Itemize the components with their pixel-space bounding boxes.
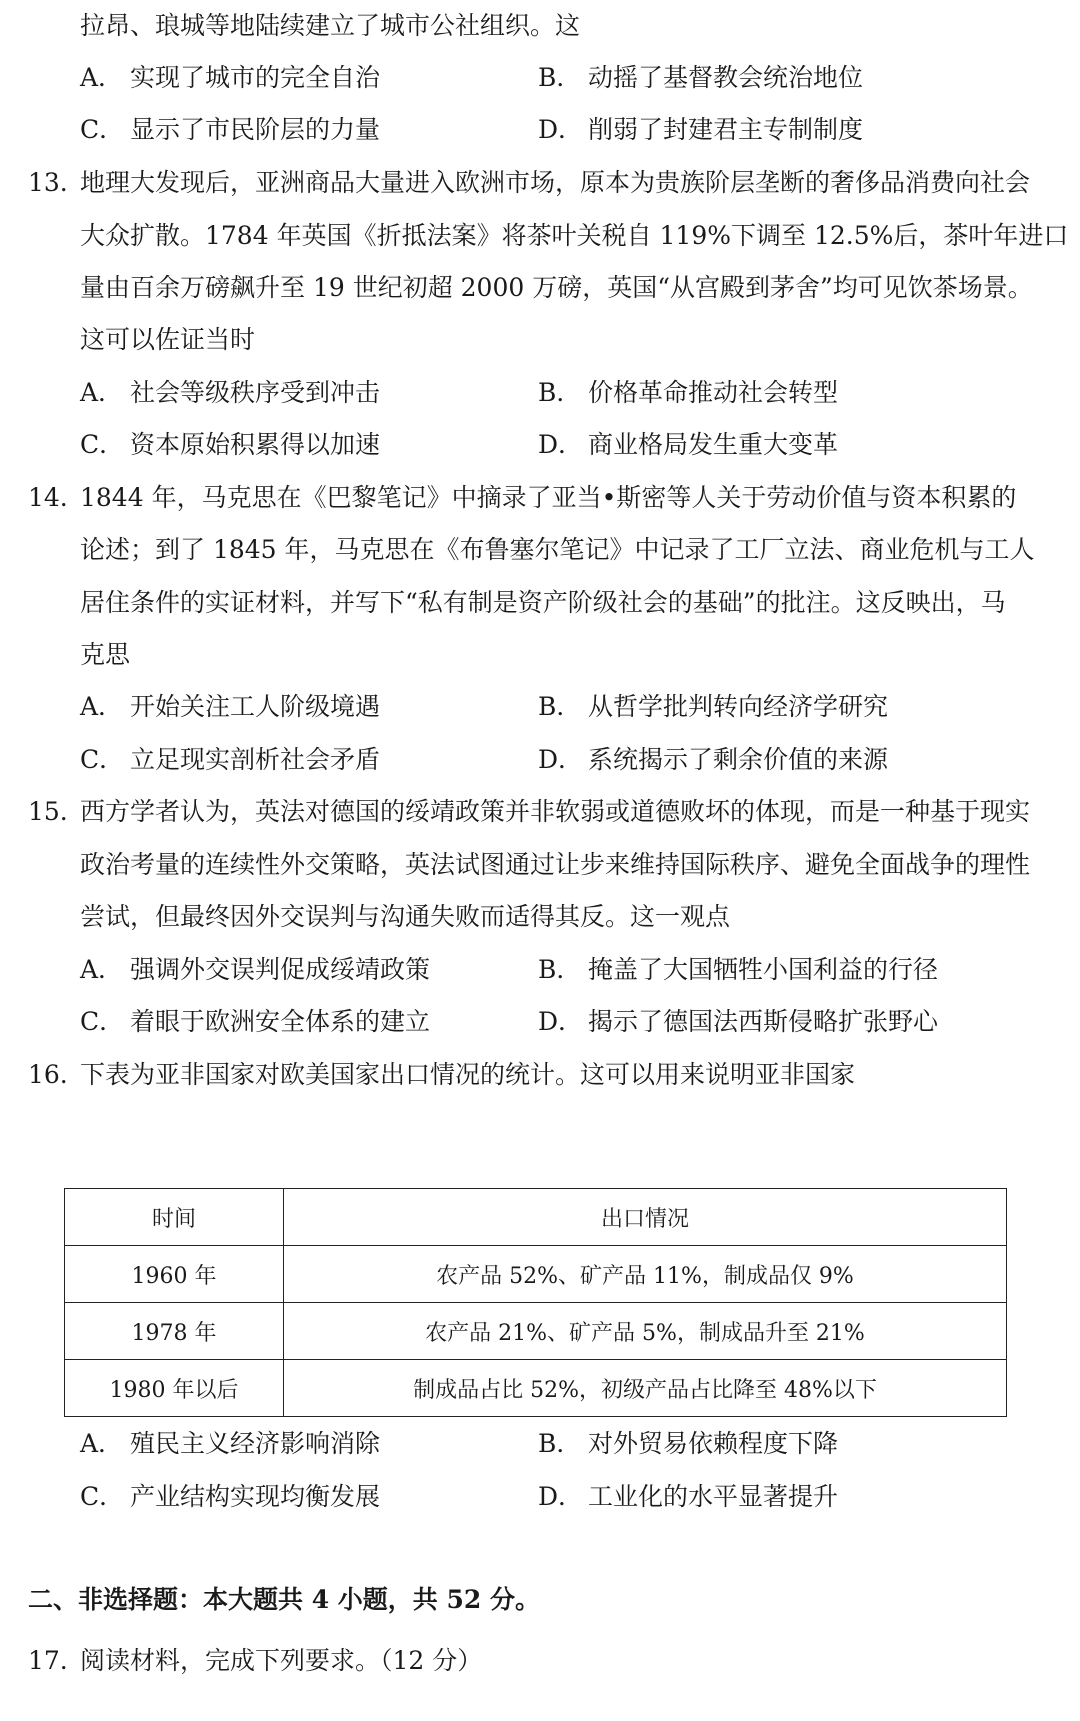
q13-option-c: C． 资本原始积累得以加速 [80,430,381,459]
q14-number: 14. [28,483,68,512]
q15-stem-line-3: 尝试，但最终因外交误判与沟通失败而适得其反。这一观点 [80,902,731,931]
q15-option-c: C． 着眼于欧洲安全体系的建立 [80,1007,431,1036]
section-heading: 二、非选择题：本大题共 4 小题，共 52 分。 [28,1585,541,1614]
q13-stem-line-2: 大众扩散。1784 年英国《折抵法案》将茶叶关税自 119%下调至 12.5%后，茶叶年进口 [80,221,1069,250]
q16-option-c: C． 产业结构实现均衡发展 [80,1482,381,1511]
q15-stem-line-1: 西方学者认为，英法对德国的绥靖政策并非软弱或道德败坏的体现，而是一种基于现实 [80,797,1031,826]
table-header-time: 时间 [65,1189,284,1246]
q15-option-b: B． 掩盖了大国牺牲小国利益的行径 [538,955,939,984]
q14-option-b: B． 从哲学批判转向经济学研究 [538,692,889,721]
q17-number: 17. [28,1646,68,1675]
q15-number: 15. [28,797,68,826]
q14-stem-line-3: 居住条件的实证材料，并写下“私有制是资产阶级社会的基础”的批注。这反映出，马 [80,588,1006,617]
q13-stem-line-3: 量由百余万磅飙升至 19 世纪初超 2000 万磅，英国“从宫殿到茅舍”均可见饮茶场景。 [80,273,1033,302]
table-header-export: 出口情况 [284,1189,1007,1246]
q13-option-d: D． 商业格局发生重大变革 [538,430,839,459]
q14-stem-line-2: 论述；到了 1845 年，马克思在《布鲁塞尔笔记》中记录了工厂立法、商业危机与工人 [80,535,1035,564]
table-row [65,1303,1007,1360]
q14-stem-line-1: 1844 年，马克思在《巴黎笔记》中摘录了亚当•斯密等人关于劳动价值与资本积累的 [80,483,1017,512]
q13-stem-line-4: 这可以佐证当时 [80,325,256,354]
table-row [65,1360,1007,1417]
table-cell-time: 1960 年 [65,1246,284,1303]
q14-stem-line-4: 克思 [80,640,131,669]
q12-option-b: B． 动摇了基督教会统治地位 [538,63,864,92]
q12-option-d: D． 削弱了封建君主专制制度 [538,115,864,144]
q13-stem-line-1: 地理大发现后，亚洲商品大量进入欧洲市场，原本为贵族阶层垄断的奢侈品消费向社会 [80,168,1031,197]
table-cell-export: 农产品 21%、矿产品 5%，制成品升至 21% [284,1303,1007,1360]
q12-option-c: C． 显示了市民阶层的力量 [80,115,381,144]
q14-option-a: A． 开始关注工人阶级境遇 [80,692,381,721]
q14-option-c: C． 立足现实剖析社会矛盾 [80,745,381,774]
table-cell-export: 农产品 52%、矿产品 11%，制成品仅 9% [284,1246,1007,1303]
q13-option-a: A． 社会等级秩序受到冲击 [80,378,381,407]
table-header-row [65,1189,1007,1246]
table-cell-export: 制成品占比 52%，初级产品占比降至 48%以下 [284,1360,1007,1417]
q15-stem-line-2: 政治考量的连续性外交策略，英法试图通过让步来维持国际秩序、避免全面战争的理性 [80,850,1031,879]
q13-number: 13. [28,168,68,197]
q12-option-a: A． 实现了城市的完全自治 [80,63,381,92]
q16-option-d: D． 工业化的水平显著提升 [538,1482,839,1511]
q15-option-a: A． 强调外交误判促成绥靖政策 [80,955,431,984]
q14-option-d: D． 系统揭示了剩余价值的来源 [538,745,889,774]
table-cell-time: 1980 年以后 [65,1360,284,1417]
q16-number: 16. [28,1060,68,1089]
table-row [65,1246,1007,1303]
q12-stem-tail: 拉昂、琅城等地陆续建立了城市公社组织。这 [80,11,581,40]
q13-option-b: B． 价格革命推动社会转型 [538,378,839,407]
q17-stem: 阅读材料，完成下列要求。（12 分） [80,1646,483,1675]
q16-stem: 下表为亚非国家对欧美国家出口情况的统计。这可以用来说明亚非国家 [80,1060,856,1089]
export-table [64,1188,1007,1417]
q16-option-a: A． 殖民主义经济影响消除 [80,1429,381,1458]
table-cell-time: 1978 年 [65,1303,284,1360]
q15-option-d: D． 揭示了德国法西斯侵略扩张野心 [538,1007,939,1036]
q16-option-b: B． 对外贸易依赖程度下降 [538,1429,839,1458]
